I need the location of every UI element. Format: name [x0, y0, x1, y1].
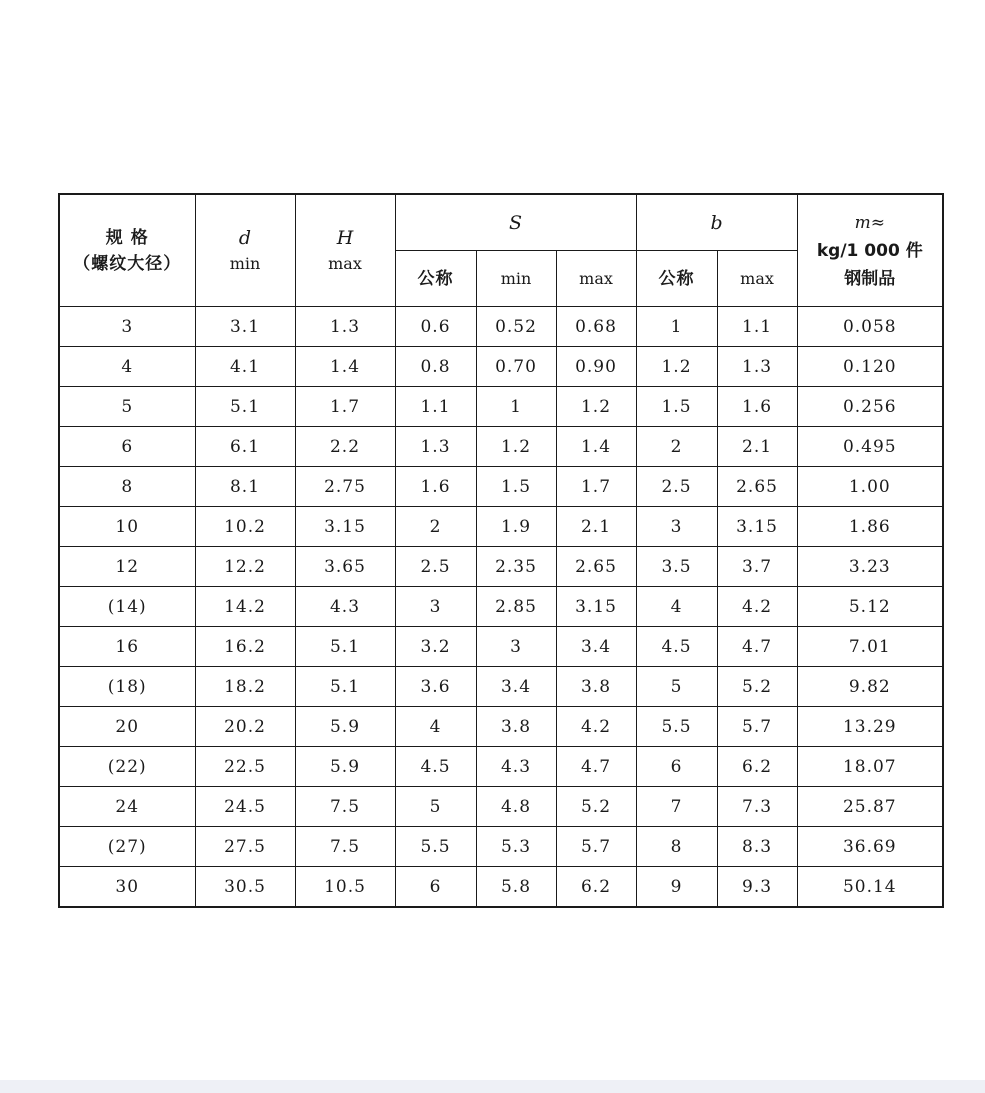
b-nominal-cell: 5 [636, 667, 717, 707]
s-min-cell: 2.35 [476, 547, 556, 587]
b-max-label: max [740, 268, 774, 288]
s-max-label: max [579, 268, 613, 288]
s-min-cell: 3.8 [476, 707, 556, 747]
b-nominal-cell: 9 [636, 867, 717, 908]
h-max-cell: 10.5 [295, 867, 395, 908]
b-nominal-cell: 7 [636, 787, 717, 827]
mass-cell: 18.07 [797, 747, 943, 787]
b-max-cell: 4.7 [717, 627, 797, 667]
s-max-cell: 4.2 [556, 707, 636, 747]
h-max-cell: 5.9 [295, 707, 395, 747]
d-min-cell: 16.2 [195, 627, 295, 667]
b-header [636, 194, 797, 251]
s-nominal-cell: 1.1 [395, 387, 476, 427]
s-nominal-cell: 1.6 [395, 467, 476, 507]
mass-cell: 0.058 [797, 307, 943, 347]
h-max-cell: 7.5 [295, 787, 395, 827]
s-max-cell: 5.2 [556, 787, 636, 827]
table-row [59, 507, 943, 547]
mass-cell: 25.87 [797, 787, 943, 827]
table-row [59, 627, 943, 667]
table-row [59, 707, 943, 747]
s-max-cell: 3.8 [556, 667, 636, 707]
b-max-cell: 5.2 [717, 667, 797, 707]
b-max-cell: 6.2 [717, 747, 797, 787]
d-min-cell: 12.2 [195, 547, 295, 587]
s-min-cell: 4.3 [476, 747, 556, 787]
mass-cell: 0.120 [797, 347, 943, 387]
table-row [59, 667, 943, 707]
d-min-cell: 10.2 [195, 507, 295, 547]
spec-cell: 5 [59, 387, 195, 427]
d-sub-label: min [229, 253, 261, 273]
table-row [59, 547, 943, 587]
spec-cell: 3 [59, 307, 195, 347]
s-max-cell: 6.2 [556, 867, 636, 908]
s-min-cell: 1.2 [476, 427, 556, 467]
s-min-label: min [500, 268, 532, 288]
spec-cell: 8 [59, 467, 195, 507]
b-nominal-cell: 8 [636, 827, 717, 867]
table-row [59, 587, 943, 627]
spec-cell: (18) [59, 667, 195, 707]
mass-symbol: m≈ [854, 212, 885, 233]
s-min-cell: 2.85 [476, 587, 556, 627]
b-nominal-cell: 2.5 [636, 467, 717, 507]
s-max-cell: 0.90 [556, 347, 636, 387]
b-nominal-cell: 6 [636, 747, 717, 787]
b-nominal-cell: 3 [636, 507, 717, 547]
h-max-cell: 5.9 [295, 747, 395, 787]
d-header [195, 194, 295, 307]
b-nominal-cell: 4 [636, 587, 717, 627]
h-symbol: H [336, 226, 354, 249]
s-min-cell: 1 [476, 387, 556, 427]
table-row [59, 427, 943, 467]
b-max-header [717, 251, 797, 307]
d-min-cell: 18.2 [195, 667, 295, 707]
d-min-cell: 14.2 [195, 587, 295, 627]
s-nominal-cell: 6 [395, 867, 476, 908]
spec-cell: (14) [59, 587, 195, 627]
s-max-cell: 1.4 [556, 427, 636, 467]
d-min-cell: 30.5 [195, 867, 295, 908]
h-max-cell: 7.5 [295, 827, 395, 867]
s-nominal-label: 公称 [417, 268, 454, 289]
s-nominal-cell: 4 [395, 707, 476, 747]
h-max-cell: 4.3 [295, 587, 395, 627]
b-max-cell: 1.1 [717, 307, 797, 347]
spec-cell: 10 [59, 507, 195, 547]
mass-cell: 1.86 [797, 507, 943, 547]
table-row [59, 307, 943, 347]
s-nominal-cell: 5 [395, 787, 476, 827]
mass-cell: 9.82 [797, 667, 943, 707]
b-nominal-cell: 4.5 [636, 627, 717, 667]
d-min-cell: 3.1 [195, 307, 295, 347]
d-min-cell: 24.5 [195, 787, 295, 827]
h-header [295, 194, 395, 307]
spec-header-title: 规 格 [105, 227, 149, 248]
spec-cell: 24 [59, 787, 195, 827]
h-max-cell: 1.4 [295, 347, 395, 387]
s-min-cell: 3.4 [476, 667, 556, 707]
mass-cell: 5.12 [797, 587, 943, 627]
spec-cell: 4 [59, 347, 195, 387]
s-min-header [476, 251, 556, 307]
s-nominal-cell: 0.6 [395, 307, 476, 347]
spec-cell: 6 [59, 427, 195, 467]
s-min-cell: 5.3 [476, 827, 556, 867]
h-max-cell: 2.2 [295, 427, 395, 467]
mass-cell: 0.256 [797, 387, 943, 427]
h-sub-label: max [328, 253, 362, 273]
mass-material: 钢制品 [844, 268, 896, 289]
d-min-cell: 8.1 [195, 467, 295, 507]
h-max-cell: 2.75 [295, 467, 395, 507]
table-header [59, 194, 943, 307]
b-max-cell: 8.3 [717, 827, 797, 867]
b-max-cell: 4.2 [717, 587, 797, 627]
dimension-table [58, 193, 944, 908]
b-symbol: b [710, 211, 723, 234]
spec-cell: 30 [59, 867, 195, 908]
b-max-cell: 7.3 [717, 787, 797, 827]
h-max-cell: 5.1 [295, 667, 395, 707]
s-min-cell: 3 [476, 627, 556, 667]
b-max-cell: 2.1 [717, 427, 797, 467]
s-nominal-cell: 1.3 [395, 427, 476, 467]
b-nominal-header [636, 251, 717, 307]
b-nominal-label: 公称 [658, 268, 695, 289]
mass-cell: 0.495 [797, 427, 943, 467]
b-nominal-cell: 1.2 [636, 347, 717, 387]
s-min-cell: 4.8 [476, 787, 556, 827]
s-max-cell: 4.7 [556, 747, 636, 787]
s-max-cell: 1.2 [556, 387, 636, 427]
b-nominal-cell: 3.5 [636, 547, 717, 587]
spec-cell: 20 [59, 707, 195, 747]
s-min-cell: 5.8 [476, 867, 556, 908]
spec-cell: 12 [59, 547, 195, 587]
d-min-cell: 27.5 [195, 827, 295, 867]
s-symbol: S [508, 211, 523, 234]
table-row [59, 867, 943, 908]
s-nominal-cell: 5.5 [395, 827, 476, 867]
b-max-cell: 5.7 [717, 707, 797, 747]
b-nominal-cell: 5.5 [636, 707, 717, 747]
s-min-cell: 1.9 [476, 507, 556, 547]
s-nominal-cell: 3.2 [395, 627, 476, 667]
mass-cell: 36.69 [797, 827, 943, 867]
b-max-cell: 3.15 [717, 507, 797, 547]
spec-header [59, 194, 195, 307]
table-row [59, 787, 943, 827]
h-max-cell: 3.65 [295, 547, 395, 587]
s-nominal-cell: 0.8 [395, 347, 476, 387]
mass-cell: 50.14 [797, 867, 943, 908]
table-row [59, 347, 943, 387]
s-max-cell: 2.65 [556, 547, 636, 587]
b-nominal-cell: 2 [636, 427, 717, 467]
d-min-cell: 5.1 [195, 387, 295, 427]
table-row [59, 747, 943, 787]
s-min-cell: 0.70 [476, 347, 556, 387]
mass-unit: kg/1 000 件 [816, 240, 923, 261]
b-nominal-cell: 1 [636, 307, 717, 347]
s-max-cell: 1.7 [556, 467, 636, 507]
spec-cell: (27) [59, 827, 195, 867]
table-row [59, 467, 943, 507]
s-max-cell: 3.15 [556, 587, 636, 627]
d-min-cell: 6.1 [195, 427, 295, 467]
spec-header-subtitle: （螺纹大径） [73, 253, 182, 274]
s-max-header [556, 251, 636, 307]
h-max-cell: 1.7 [295, 387, 395, 427]
s-min-cell: 0.52 [476, 307, 556, 347]
s-max-cell: 2.1 [556, 507, 636, 547]
table-body [59, 307, 943, 908]
s-nominal-cell: 2 [395, 507, 476, 547]
h-max-cell: 3.15 [295, 507, 395, 547]
b-max-cell: 2.65 [717, 467, 797, 507]
s-nominal-header [395, 251, 476, 307]
table-row [59, 387, 943, 427]
mass-cell: 1.00 [797, 467, 943, 507]
s-max-cell: 0.68 [556, 307, 636, 347]
s-min-cell: 1.5 [476, 467, 556, 507]
s-nominal-cell: 4.5 [395, 747, 476, 787]
table-row [59, 827, 943, 867]
b-max-cell: 1.3 [717, 347, 797, 387]
s-nominal-cell: 2.5 [395, 547, 476, 587]
d-min-cell: 20.2 [195, 707, 295, 747]
s-nominal-cell: 3 [395, 587, 476, 627]
spec-cell: (22) [59, 747, 195, 787]
bottom-margin-strip [0, 1080, 985, 1093]
mass-cell: 13.29 [797, 707, 943, 747]
mass-cell: 7.01 [797, 627, 943, 667]
b-max-cell: 1.6 [717, 387, 797, 427]
s-max-cell: 5.7 [556, 827, 636, 867]
s-nominal-cell: 3.6 [395, 667, 476, 707]
d-min-cell: 22.5 [195, 747, 295, 787]
mass-header [797, 194, 943, 307]
d-symbol: d [238, 226, 252, 249]
d-min-cell: 4.1 [195, 347, 295, 387]
b-nominal-cell: 1.5 [636, 387, 717, 427]
s-header [395, 194, 636, 251]
h-max-cell: 5.1 [295, 627, 395, 667]
b-max-cell: 3.7 [717, 547, 797, 587]
spec-cell: 16 [59, 627, 195, 667]
h-max-cell: 1.3 [295, 307, 395, 347]
mass-cell: 3.23 [797, 547, 943, 587]
s-max-cell: 3.4 [556, 627, 636, 667]
b-max-cell: 9.3 [717, 867, 797, 908]
